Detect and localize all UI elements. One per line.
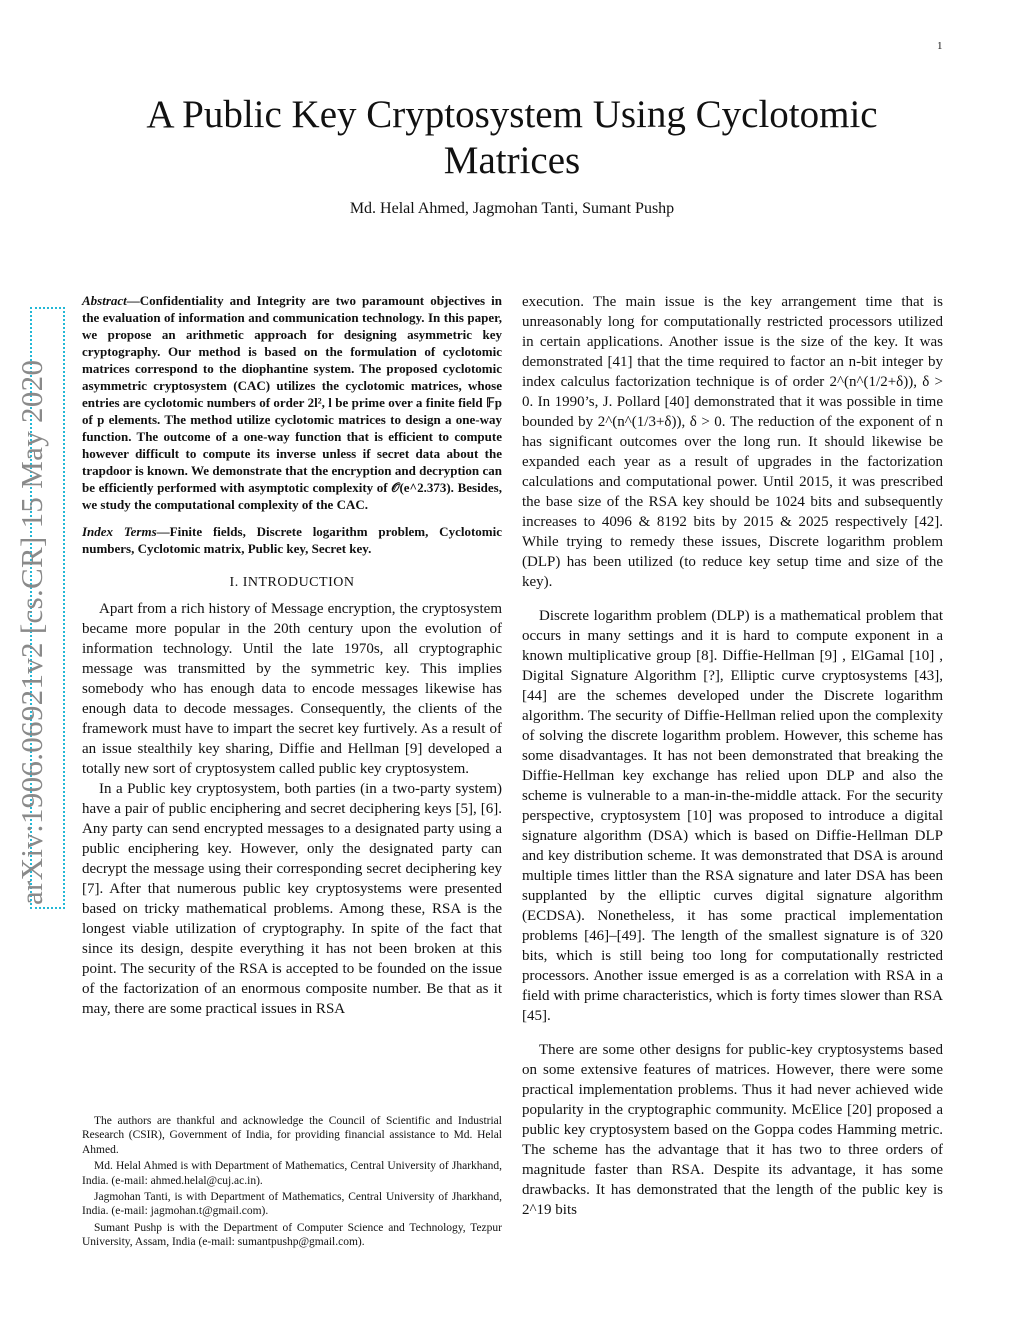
body-paragraph: Discrete logarithm problem (DLP) is a mathematical problem that occurs in many settings and it is hard to compute exponent in a known multiplicative group [8]. Diffie-Hellman [9] , ElGamal [10] , Digital Signature Algorithm [?], Elliptic curve cryptosystems [43], [44] are the schemes developed under the Discrete logarithm algorithm. The security of Diffie-Hellman relied upon the complexity of solving the discrete logarithm problem. However, this scheme has some disadvantages. It has not been demonstrated that breaking the Diffie-Hellman key exchange has relied upon DLP and also the scheme is vulnerable to a man-in-the-middle attack. For the security perspective, cryptosystem [10] was proposed to introduce a digital signature algorithm (DSA) which is based on Diffie-Hellman DLP and key distribution scheme. It was demonstrated that DSA is around multiple times littler than the RSA signature and later DSA has been supplanted by the elliptic curves digital signature algorithm (ECDSA). Nonetheless, it has some practical implementation problems [46]–[49]. The length of the smallest signature is of 320 bits, which is still being too long for computationally restricted processors. Another issue emerged is as a correlation with RSA in a field with prime characteristics, which is forty times slower than RSA [45]. xyxy=(522,608,943,1024)
left-column xyxy=(82,292,502,1019)
intro-paragraph: Apart from a rich history of Message encryption, the cryptosystem became more popular in the 20th century upon the evolution of information technology. Until the late 1970s, all cryptographic message was transmitted by the symmetric key. This implies somebody who has enough data to encode messages likewise has enough data to decode messages. Consequently, the clients of the framework must have to impart the secret key furtively. As a result of an issue stealthily key sharing, Diffie and Hellman [9] developed a totally new sort of cryptosystem called public key cryptosystem. xyxy=(82,601,502,777)
index-terms xyxy=(82,523,502,557)
arxiv-stamp[interactable]: arXiv:1906.06921v2 [cs.CR] 15 May 2020 xyxy=(14,359,49,905)
footnote: Md. Helal Ahmed is with Department of Mathematics, Central University of Jharkhand, India. (e-mail: ahmed.helal@cuj.ac.in). xyxy=(82,1160,502,1187)
index-terms-lead: Index Terms xyxy=(82,524,157,539)
page-number: 1 xyxy=(937,40,943,52)
section-heading: I. INTRODUCTION xyxy=(229,575,355,590)
body-paragraph: There are some other designs for public-key cryptosystems based on some extensive features of matrices. However, there were some practical implementation problems. Thus it had never achieved wide popularity in the cryptographic community. McElice [20] proposed a public key cryptosystem based on the Goppa codes Hamming metric. The scheme has the advantage that it has two to three orders of magnitude faster than RSA. Despite its advantage, it has some drawbacks. It has demonstrated that the length of the public key is 2^19 bits xyxy=(522,1042,943,1218)
right-column xyxy=(522,292,943,1220)
paper-title: A Public Key Cryptosystem Using Cyclotomic Matrices xyxy=(146,93,878,182)
intro-paragraph: In a Public key cryptosystem, both parties (in a two-party system) have a pair of public enciphering and secret deciphering keys [5], [6]. Any party can send encrypted messages to a designated party using a public enciphering key. However, only the designated party can decrypt the message using their corresponding secret deciphering key [7]. After that numerous public key cryptosystems were presented based on tricky mathematical problems. Among these, RSA is the longest viable utilization of cryptography. In spite of the fact that since its design, despite everything it has not been broken at this point. The security of the RSA is accepted to be founded on the issue of the factorization of an enormous composite number. Be that as it may, there are some practical issues in RSA xyxy=(82,781,502,1017)
footnotes xyxy=(82,1114,502,1252)
abstract-lead: Abstract xyxy=(82,293,127,308)
footnote: The authors are thankful and acknowledge the Council of Scientific and Industrial Research (CSIR), Government of India, for providing financial assistance to Md. Helal Ahmed. xyxy=(82,1115,502,1156)
abstract-text: —Confidentiality and Integrity are two paramount objectives in the evaluation of information and communication technology. In this paper, we propose an arithmetic approach for designing asymmetric key cryptography. Our method is based on the formulation of cyclotomic matrices correspond to the diophantine system. The proposed cyclotomic asymmetric cryptosystem (CAC) utilizes the cyclotomic matrices, whose entries are cyclotomic numbers of order 2l², l be prime over a finite field 𝔽p of p elements. The method utilize cyclotomic matrices to design a one-way function. The outcome of a one-way function that is efficient to compute however difficult to compute its inverse unless if secret data about the trapdoor is known. We demonstrate that the encryption and decryption can be efficiently performed with asymptotic complexity of 𝒪(e^2.373). Besides, we study the computational complexity of the CAC. xyxy=(82,293,502,512)
author-list: Md. Helal Ahmed, Jagmohan Tanti, Sumant Pushp xyxy=(349,200,675,217)
body-paragraph: execution. The main issue is the key arrangement time that is unreasonably long for computationally restricted processors utilized in certain applications. Another issue is the size of the key. It was demonstrated [41] that the time required to factor an n-bit integer by index calculus factorization technique is of order 2^(n^(1/2+δ)), δ > 0. In 1990’s, J. Pollard [40] demonstrated that it was possible in time bounded by 2^(n^(1/3+δ)), δ > 0. The reduction of the exponent of n has significant outcomes over the long run. It should likewise be expanded each year as a result of upgrades in the factorization calculations and computational power. Until 2015, it was prescribed the base size of the RSA key should be 1024 bits and subsequently increases to 4096 & 8192 bits by 2015 & 2025 respectively [42]. While trying to remedy these issues, Discrete logarithm problem (DLP) has been utilized (to reduce key setup time and size of the key). xyxy=(522,294,943,590)
abstract xyxy=(82,292,502,513)
index-terms-text: —Finite fields, Discrete logarithm problem, Cyclotomic numbers, Cyclotomic matrix, Public key, Secret key. xyxy=(82,524,502,556)
footnote: Sumant Pushp is with the Department of Computer Science and Technology, Tezpur University, Assam, India (e-mail: sumantpushp@gmail.com). xyxy=(82,1221,502,1249)
footnote: Jagmohan Tanti, is with Department of Mathematics, Central University of Jharkhand, India. (e-mail: jagmohan.t@gmail.com). xyxy=(82,1191,502,1218)
